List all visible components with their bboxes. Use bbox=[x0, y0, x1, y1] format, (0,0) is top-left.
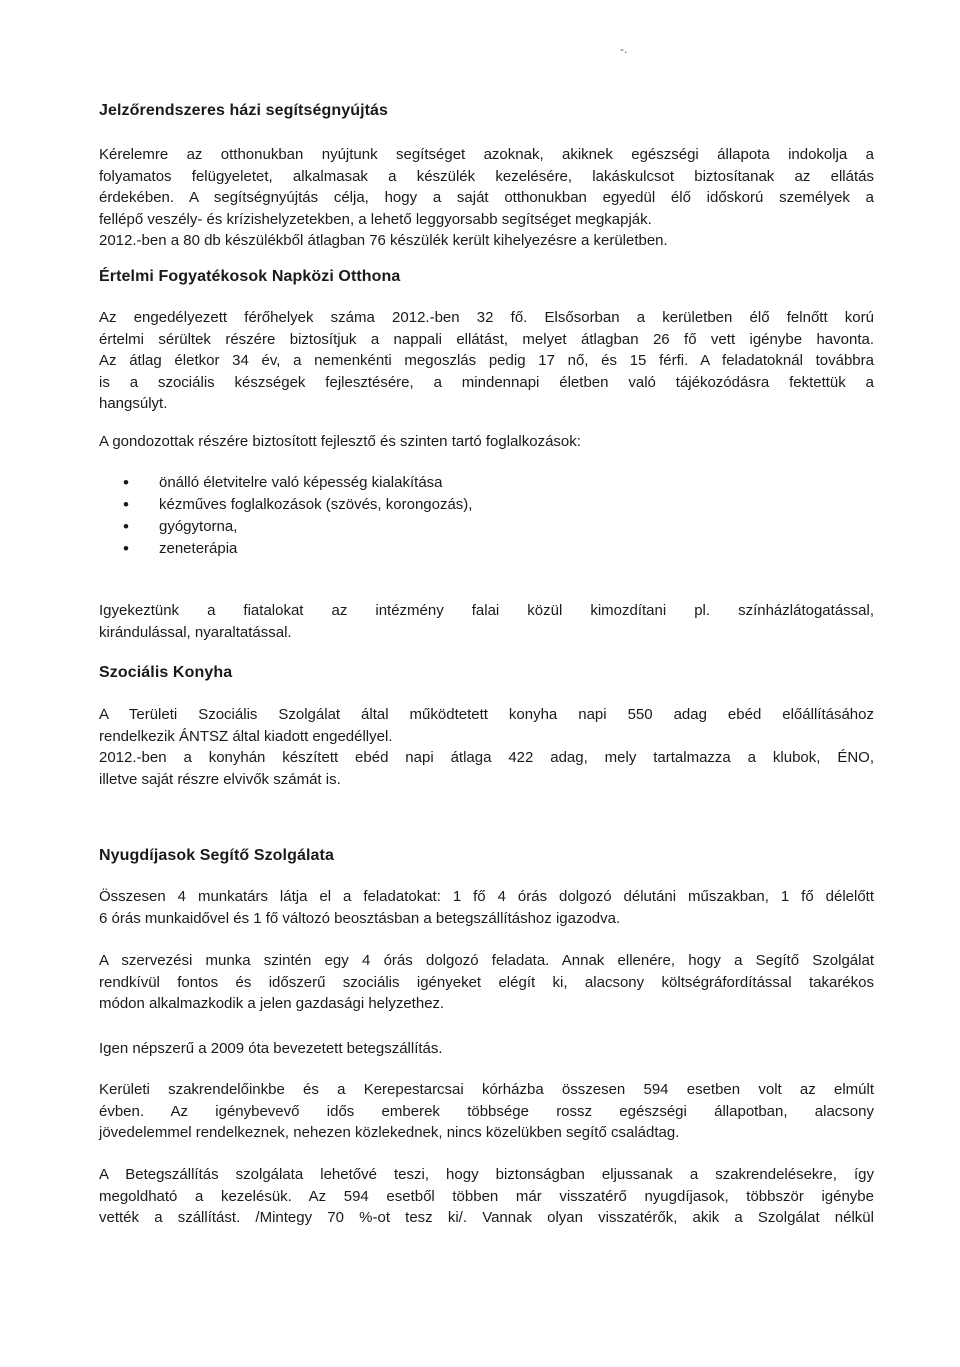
text-line: Összesen 4 munkatárs látja el a feladatokat: 1 fő 4 órás dolgozó délutáni műszakban, 1 fő délelőtt bbox=[99, 888, 874, 905]
text-line: megoldható a kezelésük. Az 594 esetből többen már visszatérő nyugdíjasok, többször igénybe bbox=[99, 1187, 874, 1205]
text-line: Kérelemre az otthonukban nyújtunk segítséget azoknak, akiknek egészségi állapota indokolja a bbox=[99, 146, 874, 163]
list-item: • kézműves foglalkozások (szövés, korongozás), bbox=[99, 494, 472, 516]
scan-mark: -. bbox=[620, 42, 628, 56]
text-line: érdekében. A segítségnyújtás célja, hogy a saját otthonukban egyedül élő időskorú személyek a bbox=[99, 189, 874, 206]
paragraph-nyugdijasok-1 bbox=[99, 886, 874, 929]
text-line: is a szociális készségek fejlesztésére, a mindennapi életben való tájékozódásra fektettük a bbox=[99, 373, 874, 391]
paragraph-jelzorendszer bbox=[99, 144, 874, 252]
section-title-napkozi-otthon: Értelmi Fogyatékosok Napközi Otthona bbox=[99, 268, 401, 285]
list-item: • gyógytorna, bbox=[99, 516, 472, 538]
text-line: rendkívül fontos és időszerű szociális igényeket elégít ki, alacsony költségráfordítással takarékos bbox=[99, 973, 874, 991]
list-item: • önálló életvitelre való képesség kialakítása bbox=[99, 472, 472, 494]
list-item: • zeneterápia bbox=[99, 538, 472, 560]
paragraph-nyugdijasok-2 bbox=[99, 950, 874, 1015]
text-line: jövedelemmel rendelkeznek, nehezen közlekednek, nincs közelükben segítő családtag. bbox=[99, 1124, 680, 1141]
text-line: értelmi sérültek részére biztosítjuk a nappali ellátást, melyet átlagban 26 fő vett igénybe havonta. bbox=[99, 330, 874, 348]
text-line: 2012.-ben a 80 db készülékből átlagban 76 készülék került kihelyezésre a kerületben. bbox=[99, 232, 668, 249]
text-line: 6 órás munkaidővel és 1 fő változó beosztásban a betegszállításhoz igazodva. bbox=[99, 909, 621, 927]
text-line: folyamatos felügyeletet, alkalmasak a készülék kezelésére, lakáskulcsot biztosítanak az ellátás bbox=[99, 167, 874, 185]
text-line: hangsúlyt. bbox=[99, 395, 168, 412]
text-line: Az engedélyezett férőhelyek száma 2012.-ben 32 fő. Elsősorban a kerületben élő felnőtt korú bbox=[99, 309, 874, 326]
paragraph-napkozi-2: A gondozottak részére biztosított fejlesztő és szinten tartó foglalkozások: bbox=[99, 433, 581, 450]
text-line: rendelkezik ÁNTSZ által kiadott engedéllyel. bbox=[99, 727, 393, 745]
section-title-nyugdijasok: Nyugdíjasok Segítő Szolgálata bbox=[99, 847, 334, 864]
paragraph-nyugdijasok-3: Igen népszerű a 2009 óta bevezetett betegszállítás. bbox=[99, 1040, 443, 1057]
paragraph-napkozi-1 bbox=[99, 307, 874, 415]
text-line: Igyekeztünk a fiatalokat az intézmény falai közül kimozdítani pl. színházlátogatással, bbox=[99, 602, 874, 619]
text-line: illetve saját részre elvivők számát is. bbox=[99, 770, 341, 788]
text-line: módon alkalmazkodik a jelen gazdasági helyzethez. bbox=[99, 995, 445, 1012]
text-line: 2012.-ben a konyhán készített ebéd napi átlaga 422 adag, mely tartalmazza a klubok, ÉNO, bbox=[99, 749, 874, 766]
text-line: Kerületi szakrendelőinkbe és a Kerepestarcsai kórházba összesen 594 esetben volt az elmúlt bbox=[99, 1081, 874, 1098]
text-line: A Betegszállítás szolgálata lehetővé teszi, hogy biztonságban eljussanak a szakrendelésekre, így bbox=[99, 1166, 874, 1183]
foglalkozasok-list bbox=[99, 472, 472, 560]
paragraph-nyugdijasok-4 bbox=[99, 1079, 874, 1144]
section-title-szocialis-konyha: Szociális Konyha bbox=[99, 664, 233, 681]
text-line: évben. Az igénybevevő idős emberek többsége rossz egészségi állapotban, alacsony bbox=[99, 1102, 874, 1120]
text-line: vették a szállítást. /Mintegy 70 %-ot tesz ki/. Vannak olyan visszatérők, akik a Szolgálat nélkül bbox=[99, 1209, 874, 1226]
text-line: A Területi Szociális Szolgálat által működtetett konyha napi 550 adag ebéd előállításához bbox=[99, 706, 874, 723]
paragraph-napkozi-3 bbox=[99, 600, 874, 643]
text-line: A szervezési munka szintén egy 4 órás dolgozó feladata. Annak ellenére, hogy a Segítő Szolgálat bbox=[99, 952, 874, 969]
text-line: fellépő veszély- és krízishelyzetekben, a lehető leggyorsabb segítséget megkapják. bbox=[99, 210, 652, 228]
paragraph-nyugdijasok-5 bbox=[99, 1164, 874, 1229]
section-title-jelzorendszer: Jelzőrendszeres házi segítségnyújtás bbox=[99, 102, 389, 119]
text-line: Az átlag életkor 34 év, a nemenkénti megoszlás pedig 17 nő, és 15 férfi. A feladatoknál továbbra bbox=[99, 352, 874, 369]
text-line: kirándulással, nyaraltatással. bbox=[99, 623, 292, 641]
paragraph-szocialis-konyha bbox=[99, 704, 874, 790]
